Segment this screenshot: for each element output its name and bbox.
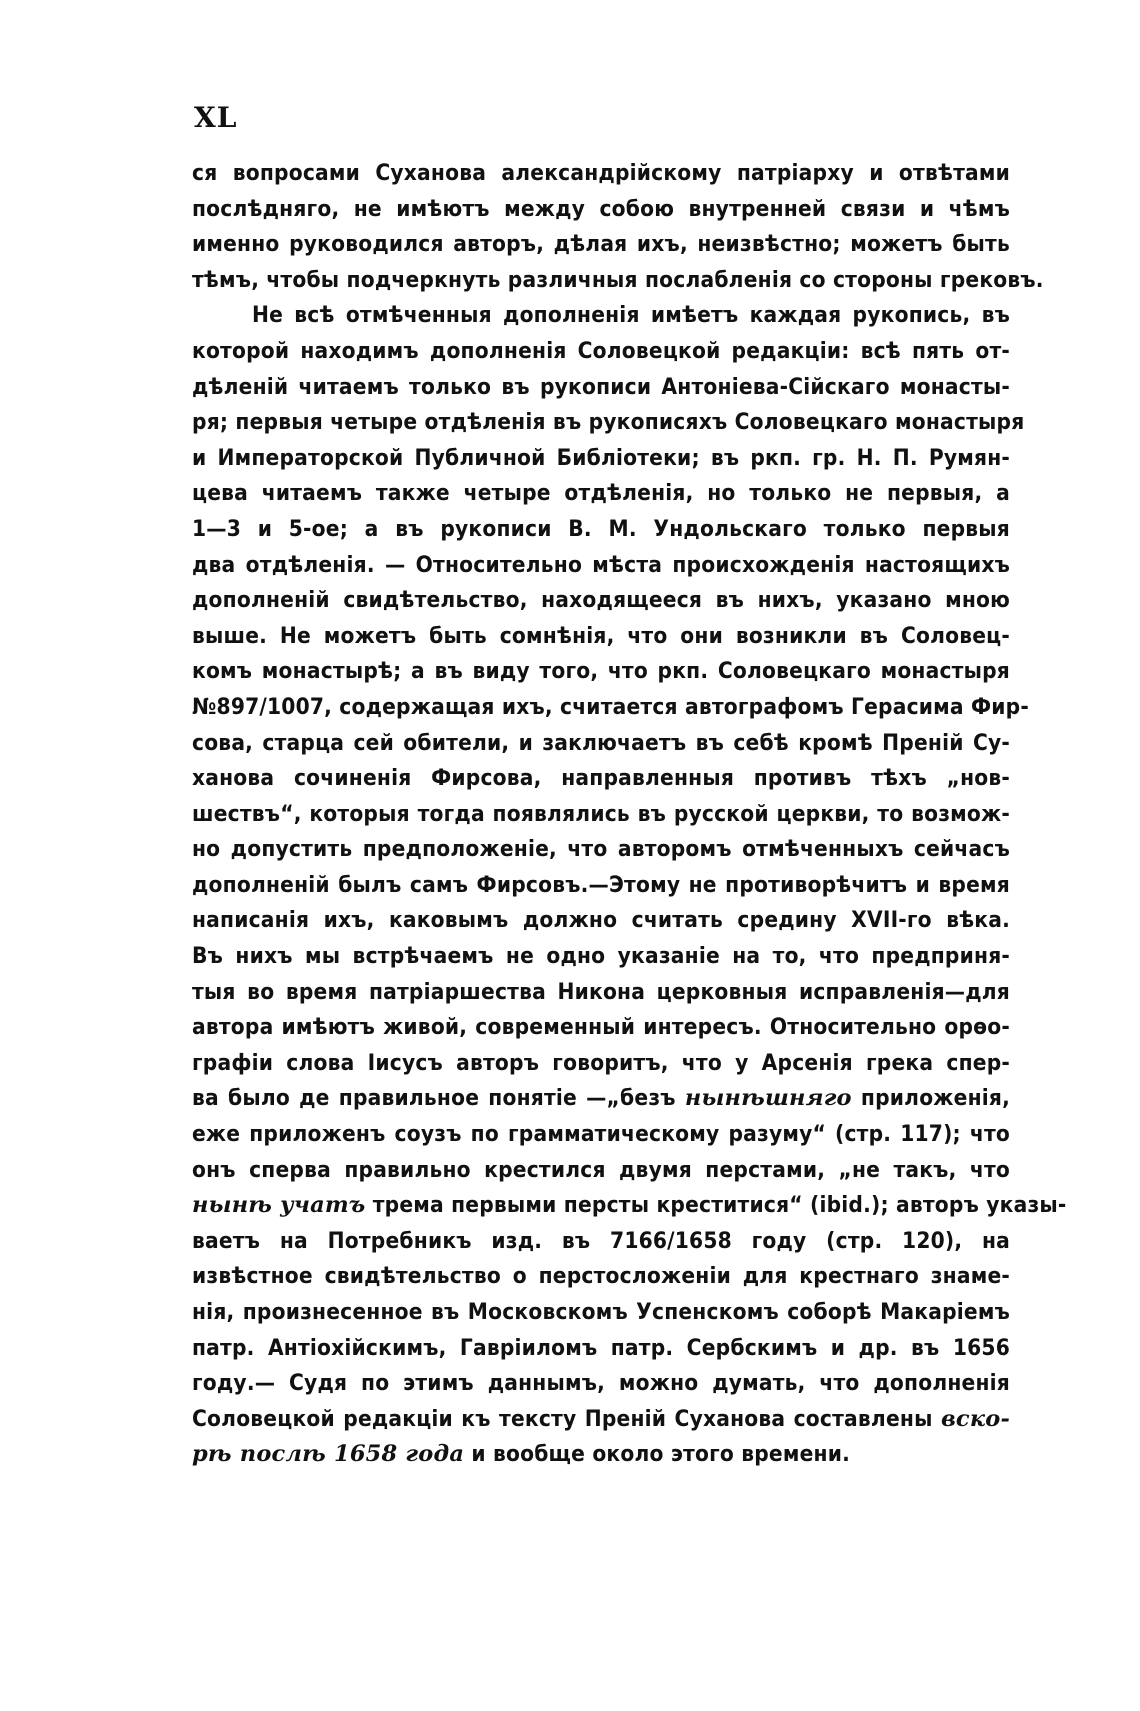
text-line (192, 903, 1010, 939)
text-segment: онъ сперва правильно крестился двумя перстами, „не такъ, что (192, 1156, 1010, 1183)
text-line (192, 156, 1010, 192)
text-line (192, 1188, 1067, 1224)
text-segment: цева читаемъ также четыре отдѣленія, но только не первыя, а (192, 480, 1010, 507)
text-line (192, 263, 1044, 299)
text-segment: автора имѣютъ живой, современный интересъ. Относительно орѳо- (192, 1014, 1010, 1041)
text-segment: дѣленій читаемъ только въ рукописи Антоніева-Сійскаго монасты- (192, 373, 1010, 400)
text-line (192, 761, 1010, 797)
text-line (192, 868, 1010, 904)
text-segment: 1—3 и 5-ое; а въ рукописи В. М. Ундольскаго только первыя (192, 515, 1010, 542)
text-line (192, 1224, 1010, 1260)
text-line (192, 975, 1010, 1011)
text-segment: трема первыми персты креститися“ (ibid.); авторъ указы- (365, 1192, 1067, 1219)
text-segment: два отдѣленія. — Относительно мѣста происхожденія настоящихъ (192, 551, 1010, 578)
text-segment: дополненій былъ самъ Фирсовъ.—Этому не противорѣчитъ и время (192, 871, 1010, 898)
text-line (192, 1153, 1010, 1189)
page-number: XL (194, 101, 238, 134)
text-line (192, 690, 1029, 726)
text-segment: Соловецкой редакціи къ тексту Преній Суханова составлены (192, 1405, 941, 1432)
text-segment: шествъ“, которыя тогда появлялись въ русской церкви, то возмож- (192, 800, 1010, 827)
text-line (192, 441, 1010, 477)
text-segment: извѣстное свидѣтельство о перстосложеніи для крестнаго знаме- (192, 1263, 1010, 1290)
text-segment: №897/1007, содержащая ихъ, считается автографомъ Герасима Фир- (192, 693, 1029, 720)
text-line (192, 1437, 1010, 1473)
italic-text-segment: нынѣшняго (684, 1085, 852, 1112)
text-line (192, 1081, 1010, 1117)
body-text (192, 156, 1067, 1473)
text-line (192, 298, 1010, 334)
text-segment: ря; первыя четыре отдѣленія въ рукописяхъ Соловецкаго монастыря (192, 409, 1025, 436)
text-line (192, 832, 1010, 868)
text-segment: которой находимъ дополненія Соловецкой редакціи: всѣ пять от- (192, 337, 1010, 364)
text-segment: ханова сочиненія Фирсова, направленныя противъ тѣхъ „нов- (192, 765, 1010, 792)
text-segment: сова, старца сей обители, и заключаетъ въ себѣ кромѣ Преній Су- (192, 729, 1010, 756)
text-segment: ся вопросами Суханова александрійскому патріарху и отвѣтами (192, 160, 1010, 186)
text-segment: послѣдняго, не имѣютъ между собою внутренней связи и чѣмъ (192, 195, 1010, 222)
text-segment: комъ монастырѣ; а въ виду того, что ркп. Соловецкаго монастыря (192, 658, 1010, 685)
text-line (192, 227, 1010, 263)
text-line (192, 1046, 1010, 1082)
text-segment: графіи слова Іисусъ авторъ говоритъ, что у Арсенія грека спер- (192, 1049, 1010, 1076)
text-line (192, 512, 1010, 548)
text-line (192, 726, 1010, 762)
text-line (192, 1117, 1010, 1153)
text-line (192, 1331, 1010, 1367)
text-segment: тѣмъ, чтобы подчеркнуть различныя послабленія со стороны грековъ. (192, 266, 1044, 293)
text-line (192, 939, 1010, 975)
text-segment: и вообще около этого времени. (464, 1441, 850, 1468)
text-line (192, 797, 1010, 833)
text-segment: Въ нихъ мы встрѣчаемъ не одно указаніе на то, что предприня- (192, 943, 1010, 970)
text-segment: патр. Антіохійскимъ, Гавріиломъ патр. Сербскимъ и др. въ 1656 (192, 1334, 1010, 1361)
text-line (192, 654, 1010, 690)
text-segment: Не всѣ отмѣченныя дополненія имѣетъ каждая рукопись, въ (252, 302, 1010, 329)
text-segment: выше. Не можетъ быть сомнѣнія, что они возникли въ Соловец- (192, 622, 1010, 649)
text-line (192, 476, 1010, 512)
text-line (192, 192, 1010, 228)
text-line (192, 405, 1025, 441)
italic-text-segment: вско- (940, 1405, 1010, 1432)
text-segment: тыя во время патріаршества Никона церковныя исправленія—для (192, 978, 1010, 1005)
text-segment: но допустить предположеніе, что авторомъ отмѣченныхъ сейчасъ (192, 836, 1010, 863)
text-segment: дополненій свидѣтельство, находящееся въ нихъ, указано мною (192, 587, 1010, 614)
italic-text-segment: рѣ послѣ 1658 года (192, 1441, 465, 1468)
text-line (192, 370, 1010, 406)
text-line (192, 1366, 1010, 1402)
italic-text-segment: нынѣ учатъ (192, 1192, 366, 1219)
text-line (192, 334, 1010, 370)
text-segment: ва было де правильное понятіе —„безъ (192, 1085, 685, 1112)
text-line (192, 548, 1010, 584)
text-segment: году.— Судя по этимъ даннымъ, можно думать, что дополненія (192, 1370, 1010, 1397)
text-line (192, 1295, 1010, 1331)
text-segment: написанія ихъ, каковымъ должно считать средину XVII-го вѣка. (192, 907, 1010, 934)
text-segment: ваетъ на Потребникъ изд. въ 7166/1658 году (стр. 120), на (192, 1227, 1010, 1254)
text-segment: еже приложенъ соузъ по грамматическому разуму“ (стр. 117); что (192, 1121, 1010, 1148)
text-line (192, 1010, 1010, 1046)
text-segment: и Императорской Публичной Библіотеки; въ ркп. гр. Н. П. Румян- (192, 444, 1010, 471)
text-segment: именно руководился авторъ, дѣлая ихъ, неизвѣстно; можетъ быть (192, 231, 1010, 258)
text-line (192, 583, 1010, 619)
text-segment: нія, произнесенное въ Московскомъ Успенскомъ соборѣ Макаріемъ (192, 1299, 1010, 1325)
text-line (192, 1402, 1010, 1438)
text-line (192, 619, 1010, 655)
text-line (192, 1259, 1010, 1295)
text-segment: приложенія, (851, 1085, 1010, 1112)
